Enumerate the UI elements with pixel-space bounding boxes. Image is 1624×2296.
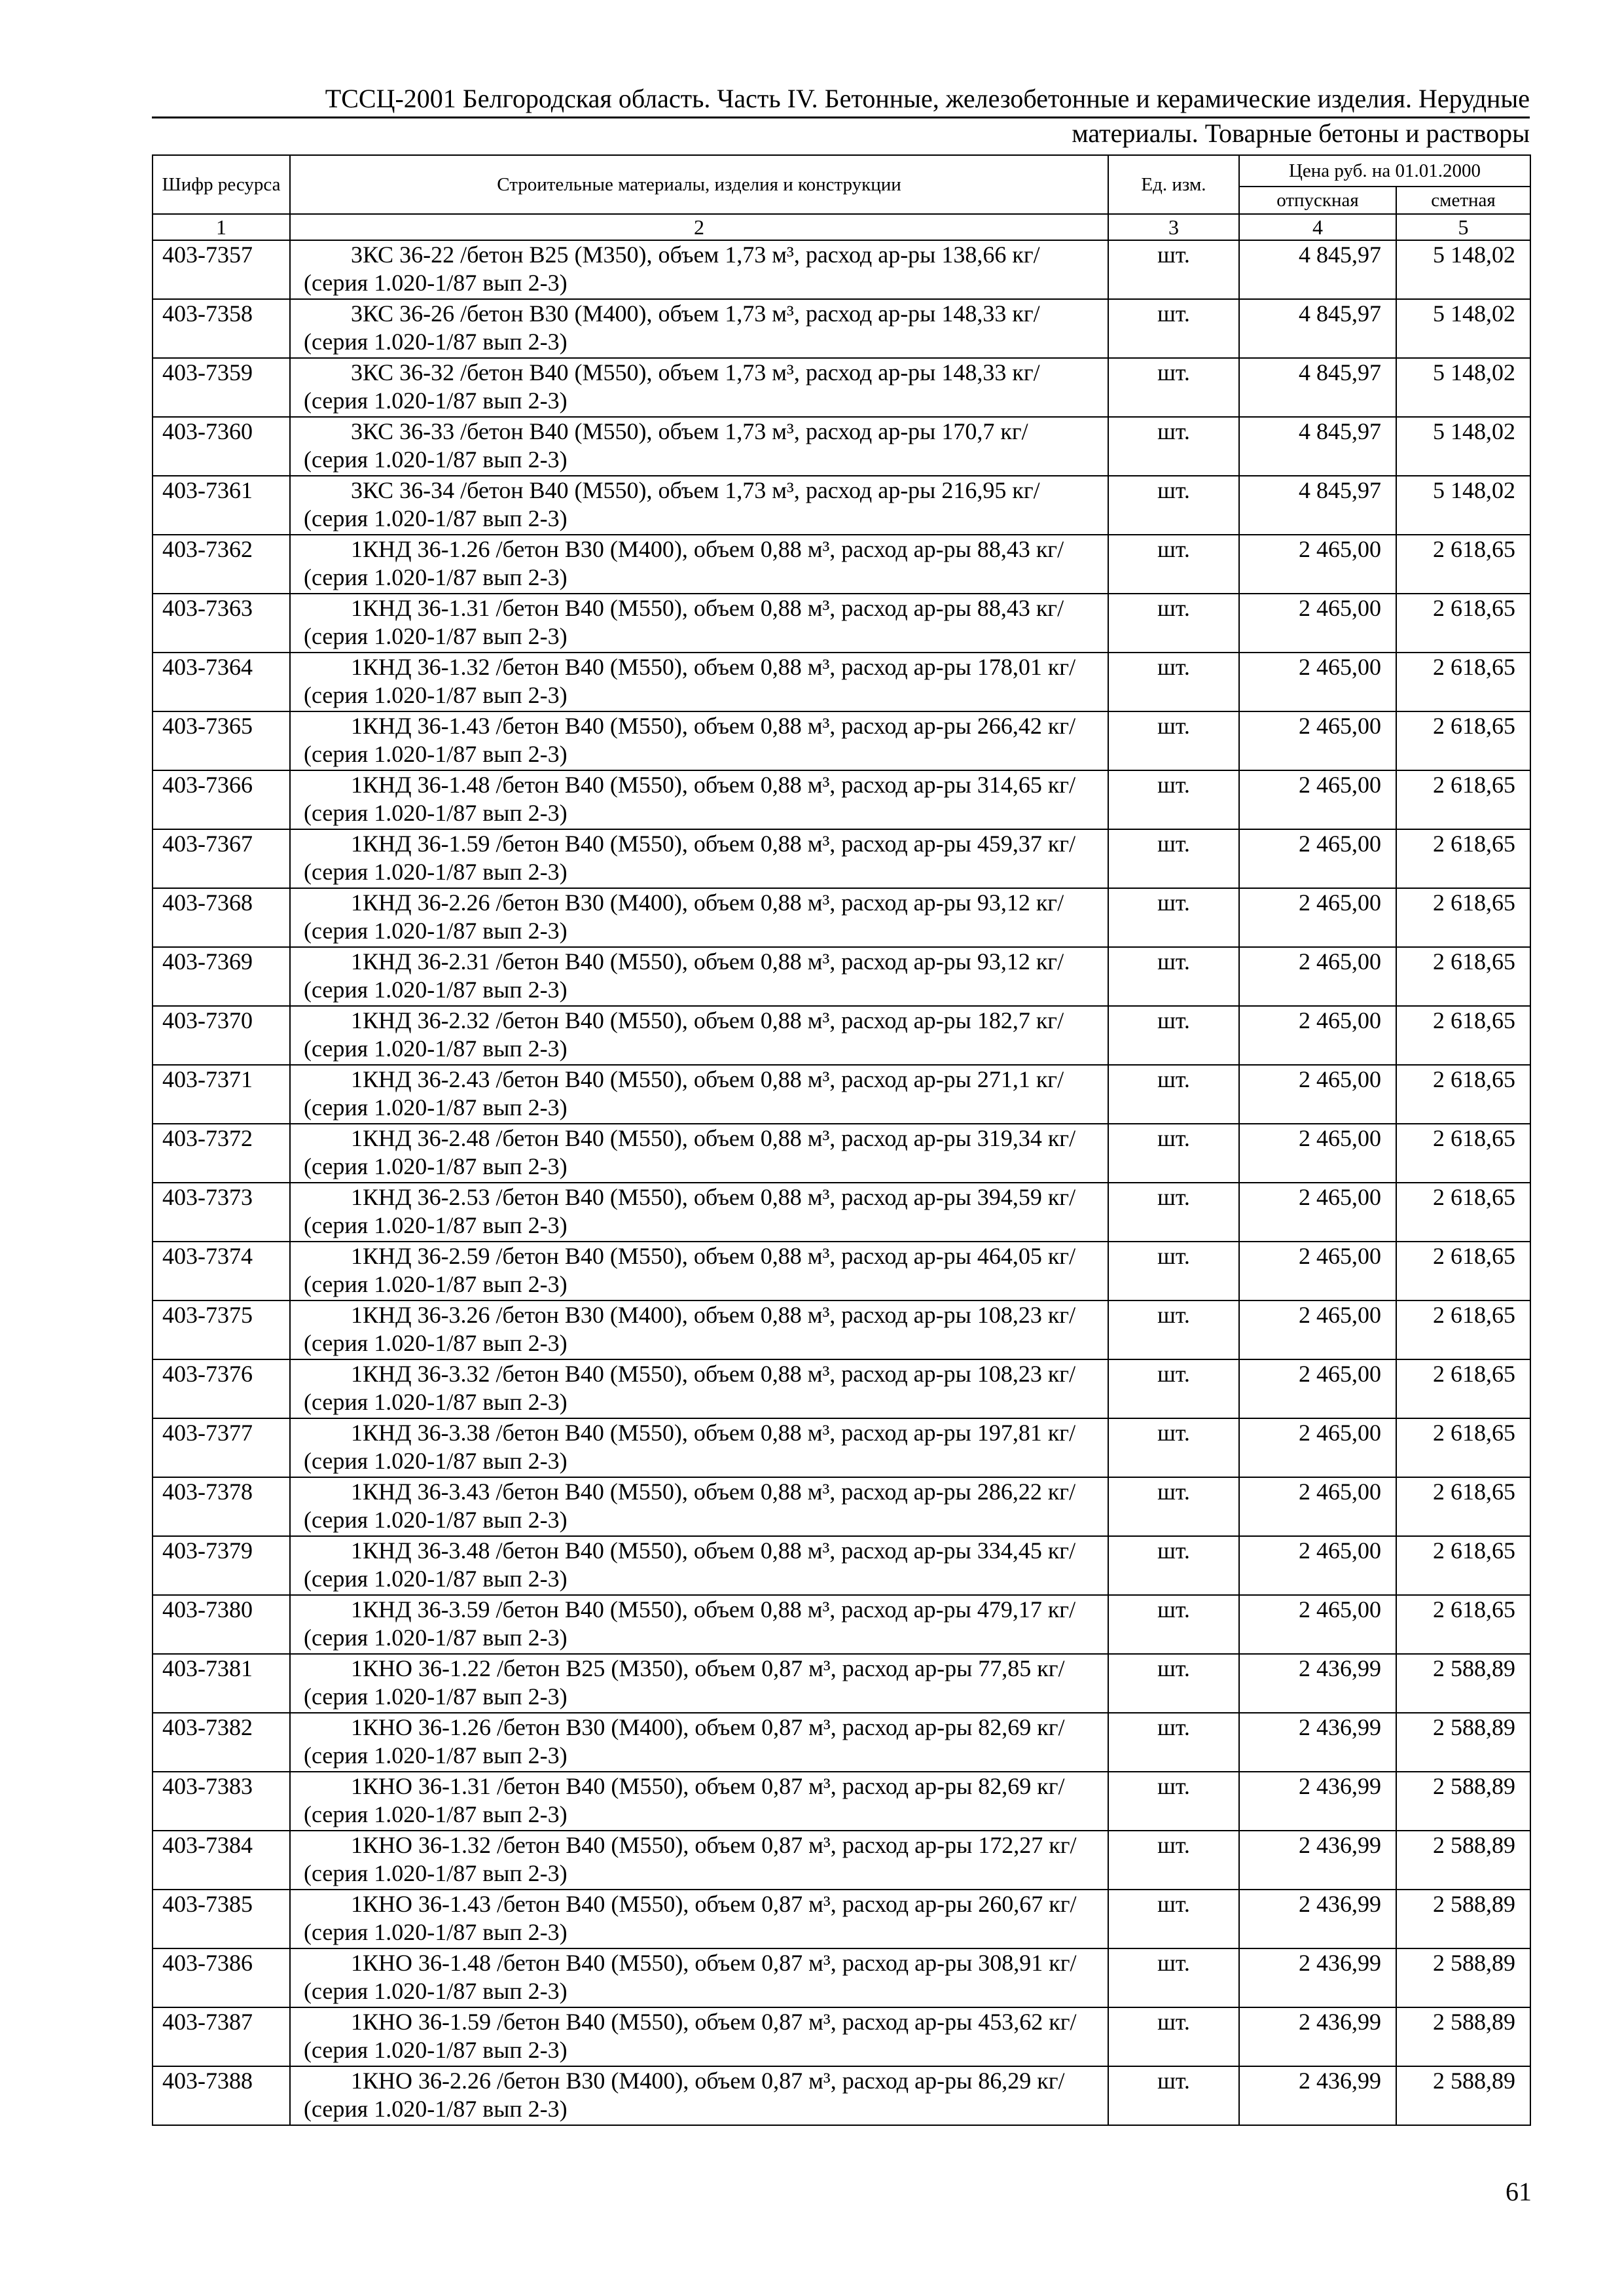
estimate-price: 2 618,65 — [1396, 1065, 1530, 1124]
estimate-price: 5 148,02 — [1396, 299, 1530, 358]
release-price: 2 465,00 — [1239, 1359, 1396, 1418]
table-row — [153, 1418, 1530, 1477]
unit-of-measure: шт. — [1108, 1890, 1239, 1948]
unit-of-measure: шт. — [1108, 888, 1239, 947]
page-number: 61 — [1506, 2177, 1532, 2206]
table-row — [153, 594, 1530, 653]
release-price: 2 465,00 — [1239, 1300, 1396, 1359]
resource-description: 1КНД 36-1.43 /бетон В40 (М550), объем 0,88 м³, расход ар-ры 266,42 кг/ (серия 1.020-1/87 вып 2-3) — [290, 711, 1108, 770]
resource-description: 1КНО 36-1.22 /бетон В25 (М350), объем 0,87 м³, расход ар-ры 77,85 кг/ (серия 1.020-1/87 вып 2-3) — [290, 1654, 1108, 1713]
table-row — [153, 1713, 1530, 1772]
estimate-price: 2 588,89 — [1396, 2066, 1530, 2125]
estimate-price: 2 588,89 — [1396, 2007, 1530, 2066]
table-row — [153, 770, 1530, 829]
resource-code: 403-7365 — [153, 711, 290, 770]
resource-code: 403-7373 — [153, 1183, 290, 1242]
resource-code: 403-7378 — [153, 1477, 290, 1536]
resource-description: 1КНД 36-2.53 /бетон В40 (М550), объем 0,88 м³, расход ар-ры 394,59 кг/ (серия 1.020-1/87 вып 2-3) — [290, 1183, 1108, 1242]
header-name: Строительные материалы, изделия и конструкции — [290, 155, 1108, 214]
unit-of-measure: шт. — [1108, 535, 1239, 594]
estimate-price: 2 618,65 — [1396, 1300, 1530, 1359]
resource-description: 1КНО 36-1.26 /бетон В30 (М400), объем 0,87 м³, расход ар-ры 82,69 кг/ (серия 1.020-1/87 вып 2-3) — [290, 1713, 1108, 1772]
unit-of-measure: шт. — [1108, 1359, 1239, 1418]
resource-code: 403-7368 — [153, 888, 290, 947]
estimate-price: 5 148,02 — [1396, 417, 1530, 476]
resource-code: 403-7383 — [153, 1772, 290, 1831]
resource-description: 1КНО 36-1.32 /бетон В40 (М550), объем 0,87 м³, расход ар-ры 172,27 кг/ (серия 1.020-1/87 вып 2-3) — [290, 1831, 1108, 1890]
resource-code: 403-7387 — [153, 2007, 290, 2066]
resource-description: 1КНД 36-3.26 /бетон В30 (М400), объем 0,88 м³, расход ар-ры 108,23 кг/ (серия 1.020-1/87 вып 2-3) — [290, 1300, 1108, 1359]
resource-description: 1КНД 36-3.38 /бетон В40 (М550), объем 0,88 м³, расход ар-ры 197,81 кг/ (серия 1.020-1/87 вып 2-3) — [290, 1418, 1108, 1477]
release-price: 2 436,99 — [1239, 1713, 1396, 1772]
estimate-price: 2 618,65 — [1396, 535, 1530, 594]
resource-description: 1КНД 36-2.48 /бетон В40 (М550), объем 0,88 м³, расход ар-ры 319,34 кг/ (серия 1.020-1/87 вып 2-3) — [290, 1124, 1108, 1183]
table-row — [153, 2066, 1530, 2125]
header-estimate-price: сметная — [1396, 187, 1530, 214]
table-row — [153, 1831, 1530, 1890]
unit-of-measure: шт. — [1108, 1948, 1239, 2007]
resource-description: 1КНО 36-1.59 /бетон В40 (М550), объем 0,87 м³, расход ар-ры 453,62 кг/ (серия 1.020-1/87 вып 2-3) — [290, 2007, 1108, 2066]
unit-of-measure: шт. — [1108, 653, 1239, 711]
estimate-price: 2 618,65 — [1396, 1595, 1530, 1654]
resource-description: 1КНД 36-1.26 /бетон В30 (М400), объем 0,88 м³, расход ар-ры 88,43 кг/ (серия 1.020-1/87 вып 2-3) — [290, 535, 1108, 594]
table-row — [153, 240, 1530, 299]
table-row — [153, 1536, 1530, 1595]
unit-of-measure: шт. — [1108, 1477, 1239, 1536]
column-number: 5 — [1396, 214, 1530, 240]
resource-description: 3КС 36-33 /бетон В40 (М550), объем 1,73 м³, расход ар-ры 170,7 кг/ (серия 1.020-1/87 вып 2-3) — [290, 417, 1108, 476]
release-price: 2 465,00 — [1239, 1065, 1396, 1124]
resource-code: 403-7360 — [153, 417, 290, 476]
resource-code: 403-7381 — [153, 1654, 290, 1713]
resource-code: 403-7372 — [153, 1124, 290, 1183]
resource-code: 403-7385 — [153, 1890, 290, 1948]
resource-description: 3КС 36-22 /бетон В25 (М350), объем 1,73 м³, расход ар-ры 138,66 кг/ (серия 1.020-1/87 вып 2-3) — [290, 240, 1108, 299]
header-release-price: отпускная — [1239, 187, 1396, 214]
running-header-line2: материалы. Товарные бетоны и растворы — [1072, 118, 1530, 148]
estimate-price: 2 618,65 — [1396, 594, 1530, 653]
column-number: 3 — [1108, 214, 1239, 240]
resource-description: 1КНД 36-2.32 /бетон В40 (М550), объем 0,88 м³, расход ар-ры 182,7 кг/ (серия 1.020-1/87 вып 2-3) — [290, 1006, 1108, 1065]
release-price: 2 465,00 — [1239, 1006, 1396, 1065]
unit-of-measure: шт. — [1108, 711, 1239, 770]
estimate-price: 5 148,02 — [1396, 240, 1530, 299]
table-row — [153, 1006, 1530, 1065]
release-price: 4 845,97 — [1239, 299, 1396, 358]
table-row — [153, 1359, 1530, 1418]
resource-code: 403-7380 — [153, 1595, 290, 1654]
estimate-price: 2 618,65 — [1396, 1183, 1530, 1242]
resource-code: 403-7371 — [153, 1065, 290, 1124]
resource-code: 403-7362 — [153, 535, 290, 594]
release-price: 2 465,00 — [1239, 770, 1396, 829]
table-row — [153, 1183, 1530, 1242]
resource-code: 403-7376 — [153, 1359, 290, 1418]
table-row — [153, 1477, 1530, 1536]
estimate-price: 2 618,65 — [1396, 947, 1530, 1006]
resource-code: 403-7361 — [153, 476, 290, 535]
release-price: 2 436,99 — [1239, 2066, 1396, 2125]
unit-of-measure: шт. — [1108, 1065, 1239, 1124]
unit-of-measure: шт. — [1108, 1595, 1239, 1654]
resource-code: 403-7388 — [153, 2066, 290, 2125]
unit-of-measure: шт. — [1108, 770, 1239, 829]
estimate-price: 5 148,02 — [1396, 358, 1530, 417]
resource-description: 1КНД 36-1.48 /бетон В40 (М550), объем 0,88 м³, расход ар-ры 314,65 кг/ (серия 1.020-1/87 вып 2-3) — [290, 770, 1108, 829]
resource-code: 403-7379 — [153, 1536, 290, 1595]
table-row — [153, 299, 1530, 358]
resource-description: 1КНД 36-3.43 /бетон В40 (М550), объем 0,88 м³, расход ар-ры 286,22 кг/ (серия 1.020-1/87 вып 2-3) — [290, 1477, 1108, 1536]
resource-code: 403-7357 — [153, 240, 290, 299]
unit-of-measure: шт. — [1108, 1536, 1239, 1595]
table-row — [153, 1595, 1530, 1654]
estimate-price: 5 148,02 — [1396, 476, 1530, 535]
estimate-price: 2 588,89 — [1396, 1948, 1530, 2007]
estimate-price: 2 618,65 — [1396, 1359, 1530, 1418]
estimate-price: 2 588,89 — [1396, 1890, 1530, 1948]
estimate-price: 2 618,65 — [1396, 1536, 1530, 1595]
resource-code: 403-7367 — [153, 829, 290, 888]
unit-of-measure: шт. — [1108, 1300, 1239, 1359]
resource-code: 403-7386 — [153, 1948, 290, 2007]
estimate-price: 2 588,89 — [1396, 1831, 1530, 1890]
resource-description: 1КНО 36-1.31 /бетон В40 (М550), объем 0,87 м³, расход ар-ры 82,69 кг/ (серия 1.020-1/87 вып 2-3) — [290, 1772, 1108, 1831]
table-row — [153, 711, 1530, 770]
estimate-price: 2 618,65 — [1396, 1242, 1530, 1300]
resource-description: 3КС 36-26 /бетон В30 (М400), объем 1,73 м³, расход ар-ры 148,33 кг/ (серия 1.020-1/87 вып 2-3) — [290, 299, 1108, 358]
resource-description: 1КНД 36-1.32 /бетон В40 (М550), объем 0,88 м³, расход ар-ры 178,01 кг/ (серия 1.020-1/87 вып 2-3) — [290, 653, 1108, 711]
table-row — [153, 358, 1530, 417]
unit-of-measure: шт. — [1108, 1183, 1239, 1242]
resource-description: 1КНД 36-1.59 /бетон В40 (М550), объем 0,88 м³, расход ар-ры 459,37 кг/ (серия 1.020-1/87 вып 2-3) — [290, 829, 1108, 888]
unit-of-measure: шт. — [1108, 2066, 1239, 2125]
release-price: 2 465,00 — [1239, 1536, 1396, 1595]
resource-code: 403-7364 — [153, 653, 290, 711]
table-row — [153, 1124, 1530, 1183]
resource-code: 403-7382 — [153, 1713, 290, 1772]
running-header-line1: ТССЦ-2001 Белгородская область. Часть IV. Бетонные, железобетонные и керамические изделия. Нерудные — [325, 84, 1530, 113]
resource-price-table — [152, 154, 1531, 2126]
resource-code: 403-7384 — [153, 1831, 290, 1890]
column-number: 2 — [290, 214, 1108, 240]
table-row — [153, 1948, 1530, 2007]
release-price: 2 436,99 — [1239, 1772, 1396, 1831]
unit-of-measure: шт. — [1108, 2007, 1239, 2066]
resource-description: 1КНД 36-3.48 /бетон В40 (М550), объем 0,88 м³, расход ар-ры 334,45 кг/ (серия 1.020-1/87 вып 2-3) — [290, 1536, 1108, 1595]
running-header — [152, 84, 1530, 148]
column-number: 4 — [1239, 214, 1396, 240]
estimate-price: 2 618,65 — [1396, 1477, 1530, 1536]
estimate-price: 2 618,65 — [1396, 1124, 1530, 1183]
unit-of-measure: шт. — [1108, 299, 1239, 358]
release-price: 2 436,99 — [1239, 1948, 1396, 2007]
table-row — [153, 2007, 1530, 2066]
unit-of-measure: шт. — [1108, 1006, 1239, 1065]
release-price: 2 465,00 — [1239, 947, 1396, 1006]
release-price: 2 465,00 — [1239, 535, 1396, 594]
release-price: 2 465,00 — [1239, 1183, 1396, 1242]
table-row — [153, 417, 1530, 476]
release-price: 2 436,99 — [1239, 1654, 1396, 1713]
resource-code: 403-7374 — [153, 1242, 290, 1300]
release-price: 2 465,00 — [1239, 888, 1396, 947]
release-price: 4 845,97 — [1239, 358, 1396, 417]
header-unit: Ед. изм. — [1108, 155, 1239, 214]
estimate-price: 2 618,65 — [1396, 829, 1530, 888]
table-row — [153, 1890, 1530, 1948]
resource-description: 1КНД 36-2.43 /бетон В40 (М550), объем 0,88 м³, расход ар-ры 271,1 кг/ (серия 1.020-1/87 вып 2-3) — [290, 1065, 1108, 1124]
table-row — [153, 535, 1530, 594]
table-row — [153, 947, 1530, 1006]
unit-of-measure: шт. — [1108, 417, 1239, 476]
unit-of-measure: шт. — [1108, 1713, 1239, 1772]
resource-description: 1КНД 36-1.31 /бетон В40 (М550), объем 0,88 м³, расход ар-ры 88,43 кг/ (серия 1.020-1/87 вып 2-3) — [290, 594, 1108, 653]
release-price: 2 436,99 — [1239, 1831, 1396, 1890]
table-row — [153, 888, 1530, 947]
table-row — [153, 476, 1530, 535]
resource-description: 3КС 36-34 /бетон В40 (М550), объем 1,73 м³, расход ар-ры 216,95 кг/ (серия 1.020-1/87 вып 2-3) — [290, 476, 1108, 535]
resource-code: 403-7377 — [153, 1418, 290, 1477]
unit-of-measure: шт. — [1108, 1654, 1239, 1713]
estimate-price: 2 618,65 — [1396, 770, 1530, 829]
table-row — [153, 653, 1530, 711]
estimate-price: 2 588,89 — [1396, 1772, 1530, 1831]
estimate-price: 2 618,65 — [1396, 1418, 1530, 1477]
release-price: 2 465,00 — [1239, 1418, 1396, 1477]
estimate-price: 2 618,65 — [1396, 653, 1530, 711]
unit-of-measure: шт. — [1108, 240, 1239, 299]
resource-description: 1КНД 36-2.31 /бетон В40 (М550), объем 0,88 м³, расход ар-ры 93,12 кг/ (серия 1.020-1/87 вып 2-3) — [290, 947, 1108, 1006]
column-number: 1 — [153, 214, 290, 240]
resource-code: 403-7363 — [153, 594, 290, 653]
resource-description: 3КС 36-32 /бетон В40 (М550), объем 1,73 м³, расход ар-ры 148,33 кг/ (серия 1.020-1/87 вып 2-3) — [290, 358, 1108, 417]
estimate-price: 2 588,89 — [1396, 1654, 1530, 1713]
release-price: 4 845,97 — [1239, 417, 1396, 476]
resource-code: 403-7370 — [153, 1006, 290, 1065]
unit-of-measure: шт. — [1108, 594, 1239, 653]
release-price: 2 465,00 — [1239, 594, 1396, 653]
resource-description: 1КНО 36-1.43 /бетон В40 (М550), объем 0,87 м³, расход ар-ры 260,67 кг/ (серия 1.020-1/87 вып 2-3) — [290, 1890, 1108, 1948]
unit-of-measure: шт. — [1108, 829, 1239, 888]
resource-description: 1КНД 36-3.59 /бетон В40 (М550), объем 0,88 м³, расход ар-ры 479,17 кг/ (серия 1.020-1/87 вып 2-3) — [290, 1595, 1108, 1654]
table-body — [153, 240, 1530, 2125]
resource-code: 403-7375 — [153, 1300, 290, 1359]
resource-description: 1КНО 36-1.48 /бетон В40 (М550), объем 0,87 м³, расход ар-ры 308,91 кг/ (серия 1.020-1/87 вып 2-3) — [290, 1948, 1108, 2007]
resource-code: 403-7358 — [153, 299, 290, 358]
resource-code: 403-7359 — [153, 358, 290, 417]
estimate-price: 2 618,65 — [1396, 888, 1530, 947]
resource-description: 1КНД 36-3.32 /бетон В40 (М550), объем 0,88 м³, расход ар-ры 108,23 кг/ (серия 1.020-1/87 вып 2-3) — [290, 1359, 1108, 1418]
unit-of-measure: шт. — [1108, 1242, 1239, 1300]
unit-of-measure: шт. — [1108, 1772, 1239, 1831]
header-price-group: Цена руб. на 01.01.2000 — [1239, 155, 1530, 187]
table-row — [153, 1300, 1530, 1359]
table-row — [153, 1772, 1530, 1831]
header-code: Шифр ресурса — [153, 155, 290, 214]
table-row — [153, 1654, 1530, 1713]
unit-of-measure: шт. — [1108, 476, 1239, 535]
release-price: 2 465,00 — [1239, 711, 1396, 770]
table-row — [153, 1065, 1530, 1124]
table-header-row — [153, 155, 1530, 187]
resource-description: 1КНД 36-2.59 /бетон В40 (М550), объем 0,88 м³, расход ар-ры 464,05 кг/ (серия 1.020-1/87 вып 2-3) — [290, 1242, 1108, 1300]
estimate-price: 2 618,65 — [1396, 711, 1530, 770]
release-price: 4 845,97 — [1239, 476, 1396, 535]
release-price: 2 465,00 — [1239, 1242, 1396, 1300]
unit-of-measure: шт. — [1108, 1124, 1239, 1183]
release-price: 2 465,00 — [1239, 1124, 1396, 1183]
unit-of-measure: шт. — [1108, 947, 1239, 1006]
column-number-row — [153, 214, 1530, 240]
unit-of-measure: шт. — [1108, 1831, 1239, 1890]
table-row — [153, 829, 1530, 888]
estimate-price: 2 618,65 — [1396, 1006, 1530, 1065]
resource-description: 1КНД 36-2.26 /бетон В30 (М400), объем 0,88 м³, расход ар-ры 93,12 кг/ (серия 1.020-1/87 вып 2-3) — [290, 888, 1108, 947]
resource-code: 403-7366 — [153, 770, 290, 829]
release-price: 4 845,97 — [1239, 240, 1396, 299]
release-price: 2 436,99 — [1239, 2007, 1396, 2066]
resource-code: 403-7369 — [153, 947, 290, 1006]
unit-of-measure: шт. — [1108, 358, 1239, 417]
release-price: 2 465,00 — [1239, 653, 1396, 711]
release-price: 2 465,00 — [1239, 1595, 1396, 1654]
release-price: 2 436,99 — [1239, 1890, 1396, 1948]
estimate-price: 2 588,89 — [1396, 1713, 1530, 1772]
unit-of-measure: шт. — [1108, 1418, 1239, 1477]
table-row — [153, 1242, 1530, 1300]
release-price: 2 465,00 — [1239, 1477, 1396, 1536]
release-price: 2 465,00 — [1239, 829, 1396, 888]
resource-description: 1КНО 36-2.26 /бетон В30 (М400), объем 0,87 м³, расход ар-ры 86,29 кг/ (серия 1.020-1/87 вып 2-3) — [290, 2066, 1108, 2125]
